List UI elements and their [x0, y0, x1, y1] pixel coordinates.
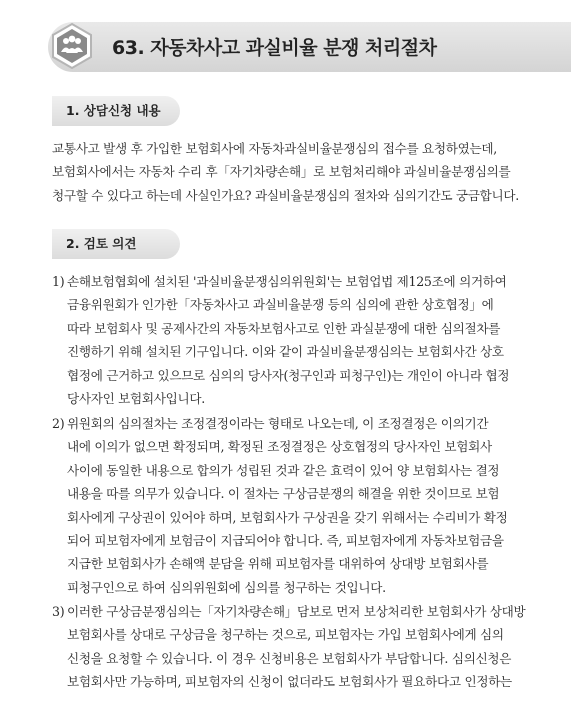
review-item-2: [52, 412, 528, 599]
item-line: 위원회의 심의절차는 조정결정이라는 형태로 나오는데, 이 조정결정은 이의기간: [67, 416, 489, 431]
page-title: 63. 자동차사고 과실비율 분쟁 처리절차: [112, 37, 437, 59]
item-line: 협정에 근거하고 있으므로 심의의 당사자(청구인과 피청구인)는 개인이 아니라 협정: [67, 367, 510, 383]
paragraph-line: 교통사고 발생 후 가입한 보험회사에 자동차과실비율분쟁심의 접수를 요청하였는데,: [52, 141, 497, 156]
item-line: 내용을 따를 의무가 있습니다. 이 절차는 구상금분쟁의 해결을 위한 것이므로 보험: [67, 486, 500, 502]
item-line: 진행하기 위해 설치된 기구입니다. 이와 같이 과실비율분쟁심의는 보험회사간 상호: [67, 344, 504, 360]
item-line: 되어 피보험자에게 보험금이 지급되어야 합니다. 즉, 피보험자에게 자동차보험금을: [67, 533, 504, 549]
item-line: 보험회사를 상대로 구상금을 청구하는 것으로, 피보험자는 가입 보험회사에게 심의: [67, 627, 504, 643]
item-line: 사이에 동일한 내용으로 합의가 성립된 것과 같은 효력이 있어 양 보험회사는 결정: [67, 462, 500, 478]
item-line: 금융위원회가 인가한「자동차사고 과실비율분쟁 등의 심의에 관한 상호협정」에: [67, 297, 494, 313]
review-item-3: [52, 600, 528, 694]
item-line: 신청을 요청할 수 있습니다. 이 경우 신청비용은 보험회사가 부담합니다. 심의신청은: [67, 650, 512, 666]
item-line: 피청구인으로 하여 심의위원회에 심의를 청구하는 것입니다.: [67, 579, 386, 595]
paragraph-line: 보험회사에서는 자동차 수리 후「자기차량손해」로 보험처리해야 과실비율분쟁심의를: [52, 164, 511, 180]
item-line: 따라 보험회사 및 공제사간의 자동차보험사고로 인한 과실분쟁에 대한 심의절차를: [67, 320, 501, 336]
item-line: 내에 이의가 없으면 확정되며, 확정된 조정결정은 상호협정의 당사자인 보험회사: [67, 439, 492, 455]
people-hexagon-icon: [50, 22, 94, 70]
item-number: 3): [52, 604, 65, 619]
item-line: 이러한 구상금분쟁심의는「자기차량손해」담보로 먼저 보상처리한 보험회사가 상대방: [67, 604, 526, 619]
item-number: 1): [52, 274, 65, 289]
item-number: 2): [52, 416, 65, 431]
item-line: 회사에게 구상권이 있어야 하며, 보험회사가 구상권을 갖기 위해서는 수리비가 확정: [67, 509, 508, 525]
item-line: 손해보험협회에 설치된 '과실비율분쟁심의위원회'는 보험업법 제125조에 의거하여: [67, 274, 507, 289]
item-line: 보험회사만 가능하며, 피보험자의 신청이 없더라도 보험회사가 필요하다고 인정하는: [67, 674, 512, 690]
item-line: 당사자인 보험회사입니다.: [67, 391, 205, 407]
item-line: 지급한 보험회사가 손해액 분담을 위해 피보험자를 대위하여 상대방 보험회사를: [67, 556, 489, 572]
review-item-1: [52, 270, 528, 410]
section-heading-consultation: 1. 상담신청 내용: [52, 96, 180, 126]
paragraph-line: 청구할 수 있다고 하는데 사실인가요? 과실비율분쟁심의 절차와 심의기간도 궁금합니다.: [52, 187, 519, 203]
consultation-paragraph: [52, 137, 524, 207]
section-heading-review: 2. 검토 의견: [52, 229, 180, 259]
